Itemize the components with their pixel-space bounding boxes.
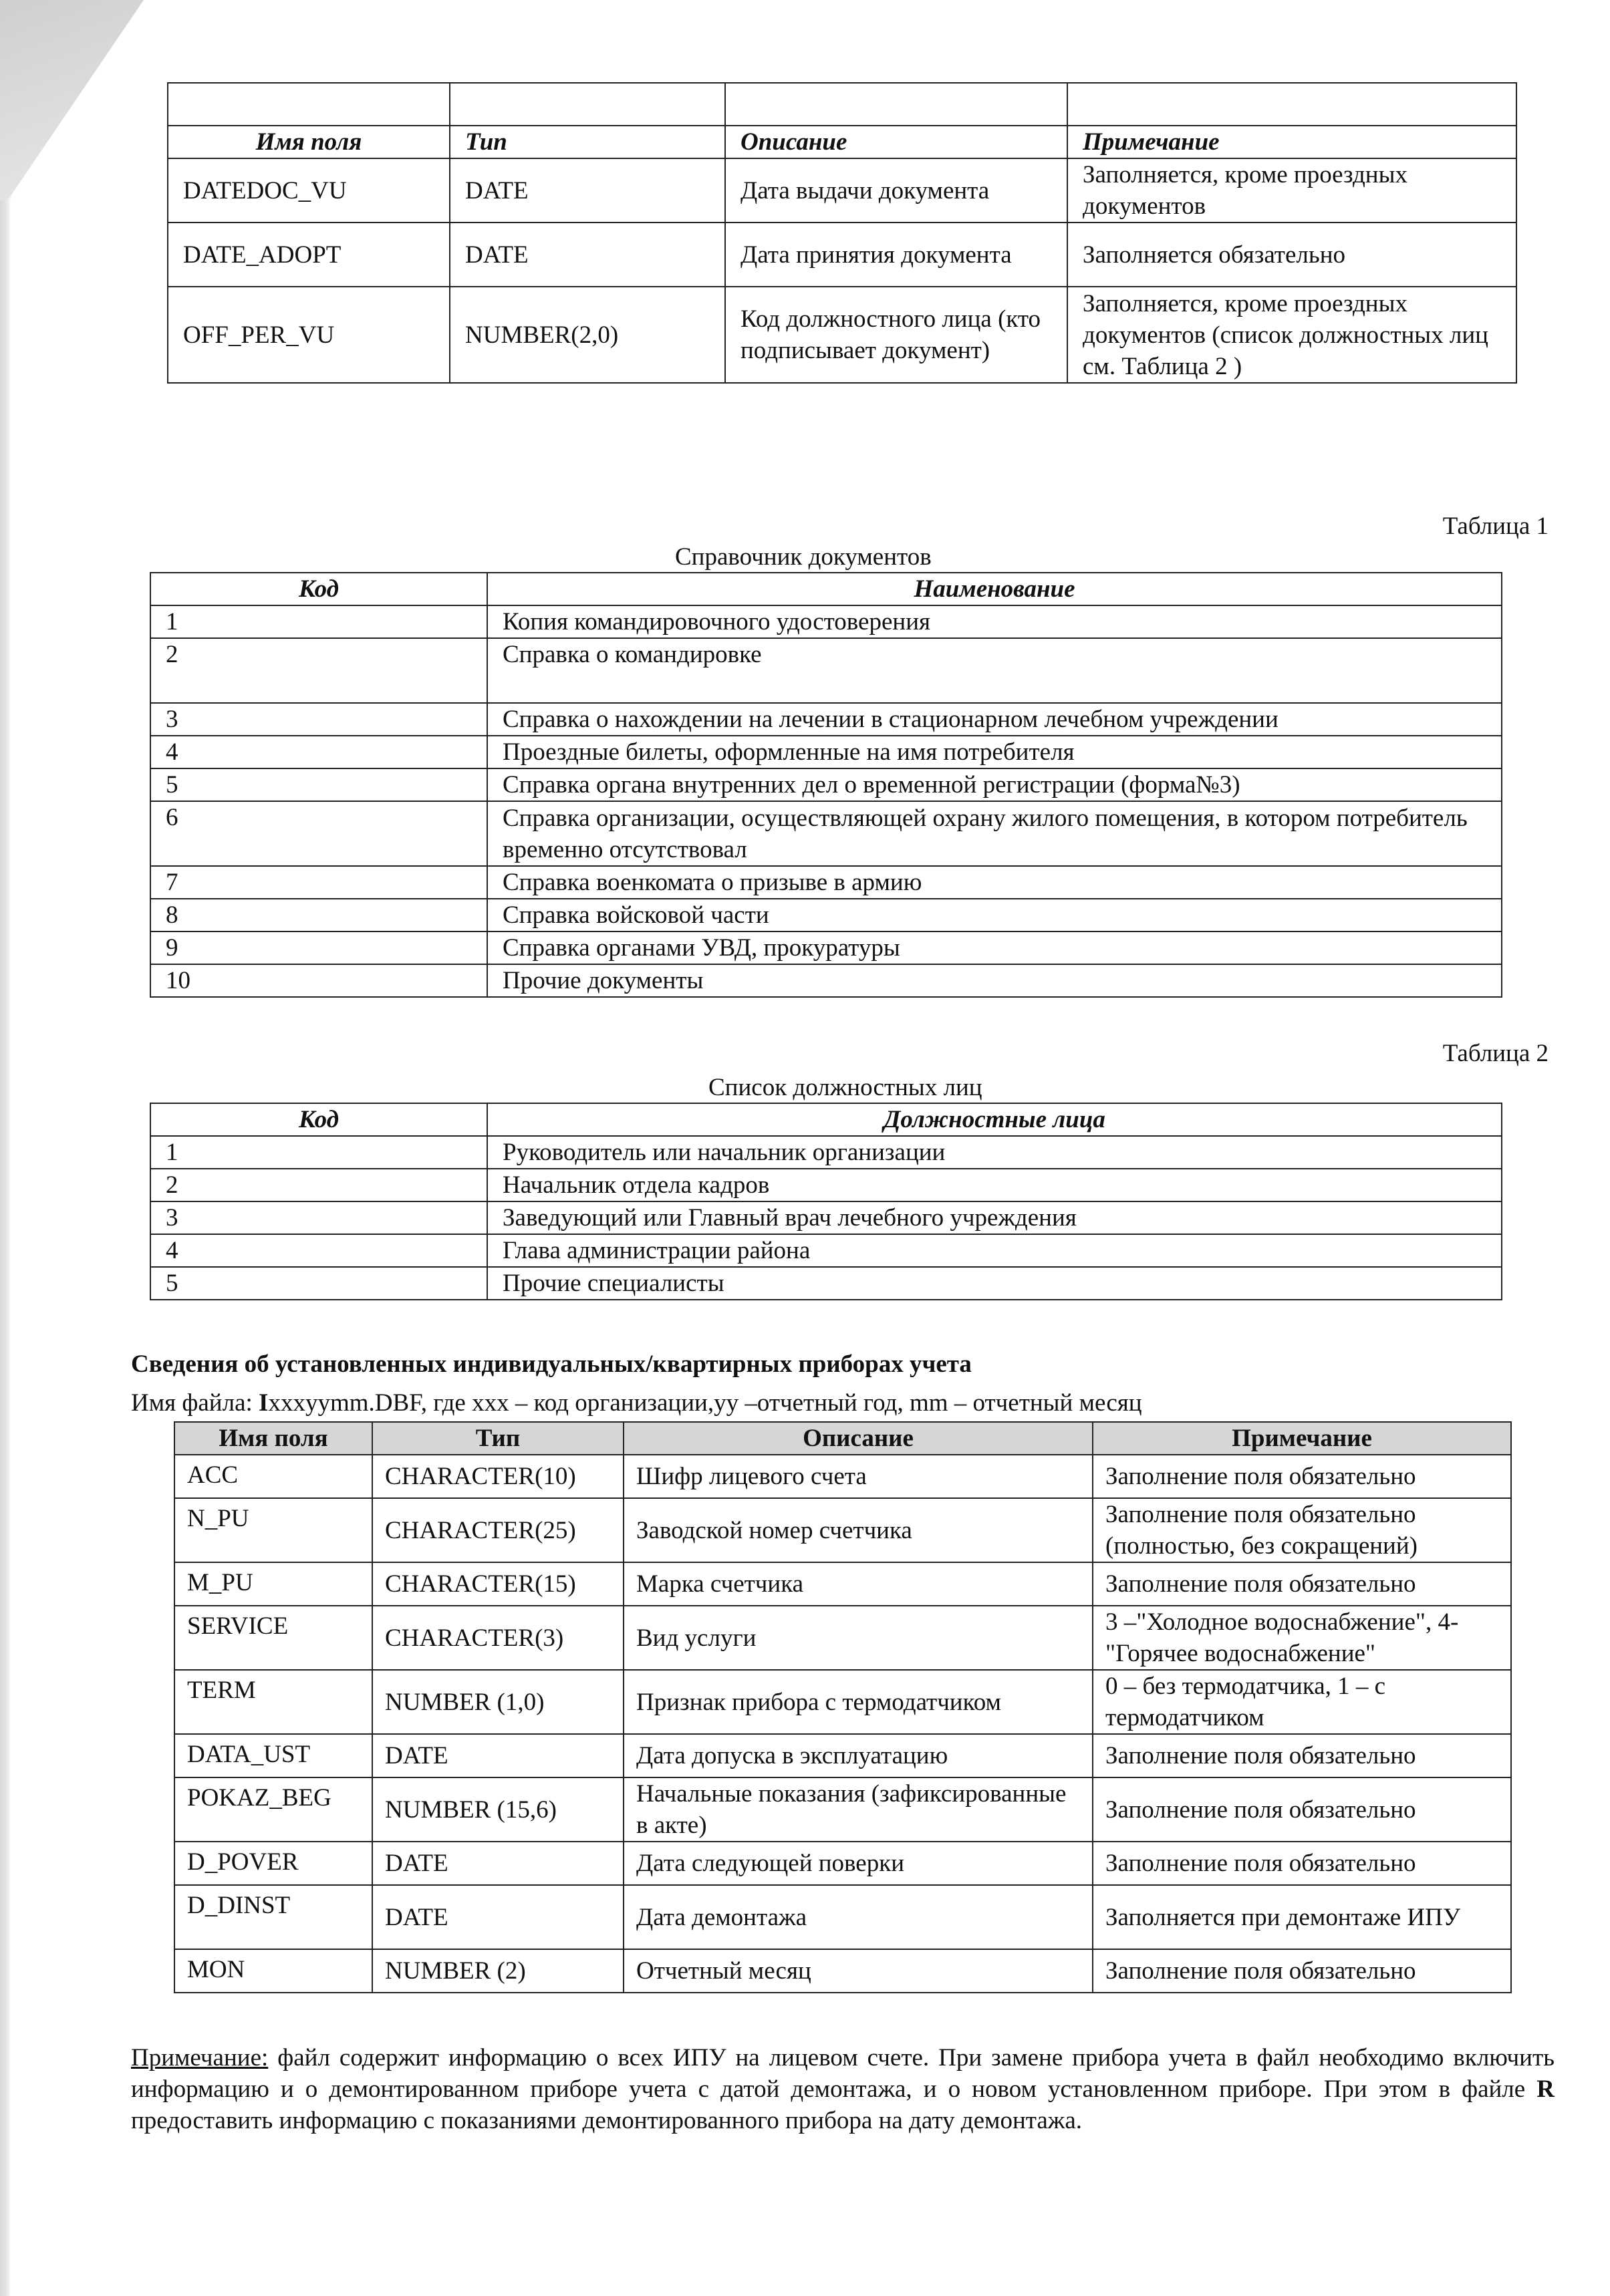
table-row	[150, 899, 1502, 931]
table-row	[174, 1455, 1511, 1498]
field-name: SERVICE	[174, 1606, 372, 1670]
table2-title: Список должностных лиц	[708, 1074, 982, 1101]
field-type: CHARACTER(15)	[372, 1562, 624, 1606]
table-row	[168, 287, 1516, 383]
col-header-type: Тип	[372, 1422, 624, 1455]
field-description: Заводской номер счетчика	[624, 1498, 1093, 1562]
file-name-letter: I	[259, 1389, 269, 1417]
field-name: DATE_ADOPT	[168, 223, 450, 287]
official-name: Руководитель или начальник организации	[487, 1136, 1502, 1169]
footnote-label: Примечание:	[131, 2044, 269, 2071]
field-name: TERM	[174, 1670, 372, 1734]
col-header-field-name: Имя поля	[174, 1422, 372, 1455]
official-code: 1	[150, 1136, 487, 1169]
field-note: Заполнение поля обязательно	[1093, 1777, 1511, 1842]
field-note: Заполняется обязательно	[1067, 223, 1516, 287]
field-description: Код должностного лица (кто подписывает документ)	[725, 287, 1067, 383]
field-type: DATE	[372, 1842, 624, 1885]
field-note: Заполняется, кроме проездных документов (список должностных лиц см. Таблица 2 )	[1067, 287, 1516, 383]
col-header-description: Описание	[624, 1422, 1093, 1455]
table-row	[150, 703, 1502, 736]
table-row	[174, 1885, 1511, 1949]
table-row	[174, 1606, 1511, 1670]
field-description: Дата выдачи документа	[725, 158, 1067, 223]
field-description: Дата следующей поверки	[624, 1842, 1093, 1885]
doc-code: 8	[150, 899, 487, 931]
doc-name: Проездные билеты, оформленные на имя потребителя	[487, 736, 1502, 768]
field-type: CHARACTER(10)	[372, 1455, 624, 1498]
doc-name: Справка о командировке	[487, 638, 1502, 703]
field-note: Заполнение поля обязательно	[1093, 1562, 1511, 1606]
table-row	[174, 1949, 1511, 1993]
official-code: 5	[150, 1267, 487, 1300]
documents-reference-table	[150, 572, 1502, 998]
table-row	[174, 1777, 1511, 1842]
table1-title: Справочник документов	[675, 543, 932, 571]
doc-code: 9	[150, 931, 487, 964]
field-type: DATE	[372, 1885, 624, 1949]
doc-name: Копия командировочного удостоверения	[487, 605, 1502, 638]
field-name: D_POVER	[174, 1842, 372, 1885]
field-type: NUMBER (2)	[372, 1949, 624, 1993]
field-note: 0 – без термодатчика, 1 – с термодатчиком	[1093, 1670, 1511, 1734]
table-header-row	[150, 1103, 1502, 1136]
field-description: Отчетный месяц	[624, 1949, 1093, 1993]
table-row	[168, 223, 1516, 287]
doc-code: 10	[150, 964, 487, 997]
table-row	[150, 866, 1502, 899]
table-row	[168, 158, 1516, 223]
field-description: Шифр лицевого счета	[624, 1455, 1093, 1498]
col-header-name: Наименование	[487, 573, 1502, 605]
file-name-description: xxxyymm.DBF, где xxx – код организации,yy –отчетный год, mm – отчетный месяц	[268, 1389, 1142, 1417]
col-header-description: Описание	[725, 126, 1067, 158]
field-note: Заполнение поля обязательно (полностью, без сокращений)	[1093, 1498, 1511, 1562]
official-name: Заведующий или Главный врач лечебного учреждения	[487, 1201, 1502, 1234]
footnote-file-r: R	[1536, 2075, 1555, 2103]
table-row	[174, 1734, 1511, 1777]
field-note: Заполнение поля обязательно	[1093, 1949, 1511, 1993]
file-name-line	[131, 1389, 1142, 1417]
field-description: Дата допуска в эксплуатацию	[624, 1734, 1093, 1777]
field-type: CHARACTER(25)	[372, 1498, 624, 1562]
doc-code: 7	[150, 866, 487, 899]
table-row	[150, 1136, 1502, 1169]
field-description: Начальные показания (зафиксированные в акте)	[624, 1777, 1093, 1842]
col-header-note: Примечание	[1093, 1422, 1511, 1455]
footnote-text-part1: файл содержит информацию о всех ИПУ на лицевом счете. При замене прибора учета в файл необходимо включить информацию и о демонтированном приборе учета с датой демонтажа, и о новом установленном приборе. При этом в файле	[131, 2044, 1555, 2103]
table-row	[150, 1169, 1502, 1201]
doc-name: Справка органами УВД, прокуратуры	[487, 931, 1502, 964]
table-row	[174, 1498, 1511, 1562]
field-description: Дата демонтажа	[624, 1885, 1093, 1949]
field-note: Заполнение поля обязательно	[1093, 1455, 1511, 1498]
officials-reference-table	[150, 1103, 1502, 1300]
fields-table	[167, 82, 1517, 384]
col-header-field-name: Имя поля	[168, 126, 450, 158]
footnote-text-part2: предоставить информацию с показаниями демонтированного прибора на дату демонтажа.	[131, 2107, 1083, 2134]
official-code: 4	[150, 1234, 487, 1267]
table-row	[150, 768, 1502, 801]
table-header-row	[150, 573, 1502, 605]
field-description: Признак прибора с термодатчиком	[624, 1670, 1093, 1734]
field-type: DATE	[450, 158, 725, 223]
scan-edge-shadow	[0, 0, 154, 2296]
field-name: DATEDOC_VU	[168, 158, 450, 223]
field-description: Вид услуги	[624, 1606, 1093, 1670]
table2-label: Таблица 2	[1442, 1040, 1549, 1067]
field-type: DATE	[450, 223, 725, 287]
field-name: DATA_UST	[174, 1734, 372, 1777]
field-name: OFF_PER_VU	[168, 287, 450, 383]
field-note: Заполнение поля обязательно	[1093, 1842, 1511, 1885]
doc-name: Справка о нахождении на лечении в стационарном лечебном учреждении	[487, 703, 1502, 736]
doc-name: Справка военкомата о призыве в армию	[487, 866, 1502, 899]
table-header-row	[168, 126, 1516, 158]
doc-code: 6	[150, 801, 487, 866]
field-name: ACC	[174, 1455, 372, 1498]
col-header-code: Код	[150, 573, 487, 605]
doc-code: 5	[150, 768, 487, 801]
doc-code: 3	[150, 703, 487, 736]
field-name: MON	[174, 1949, 372, 1993]
doc-name: Справка органа внутренних дел о временной регистрации (форма№3)	[487, 768, 1502, 801]
field-type: NUMBER(2,0)	[450, 287, 725, 383]
table-row	[150, 736, 1502, 768]
col-header-note: Примечание	[1067, 126, 1516, 158]
col-header-code: Код	[150, 1103, 487, 1136]
file-name-prefix: Имя файла:	[131, 1389, 259, 1417]
doc-name: Справка войсковой части	[487, 899, 1502, 931]
doc-code: 2	[150, 638, 487, 703]
doc-name: Прочие документы	[487, 964, 1502, 997]
field-note: Заполнение поля обязательно	[1093, 1734, 1511, 1777]
field-name: POKAZ_BEG	[174, 1777, 372, 1842]
field-type: CHARACTER(3)	[372, 1606, 624, 1670]
table-row	[150, 1201, 1502, 1234]
doc-code: 1	[150, 605, 487, 638]
table-row	[150, 1267, 1502, 1300]
field-name: D_DINST	[174, 1885, 372, 1949]
table-row	[150, 1234, 1502, 1267]
col-header-type: Тип	[450, 126, 725, 158]
table-row	[150, 605, 1502, 638]
table-row	[150, 801, 1502, 866]
official-code: 2	[150, 1169, 487, 1201]
col-header-officials: Должностные лица	[487, 1103, 1502, 1136]
table-row	[174, 1842, 1511, 1885]
field-name: N_PU	[174, 1498, 372, 1562]
empty-row	[168, 83, 1516, 126]
table-row	[150, 931, 1502, 964]
official-name: Прочие специалисты	[487, 1267, 1502, 1300]
doc-code: 4	[150, 736, 487, 768]
field-description: Марка счетчика	[624, 1562, 1093, 1606]
section-title: Сведения об установленных индивидуальных/квартирных приборах учета	[131, 1350, 972, 1378]
table-header-row	[174, 1422, 1511, 1455]
footnote	[131, 2042, 1555, 2136]
doc-name: Справка организации, осуществляющей охрану жилого помещения, в котором потребитель временно отсутствовал	[487, 801, 1502, 866]
table1-label: Таблица 1	[1442, 513, 1549, 540]
field-note: 3 –"Холодное водоснабжение", 4- "Горячее водоснабжение"	[1093, 1606, 1511, 1670]
official-code: 3	[150, 1201, 487, 1234]
field-type: NUMBER (1,0)	[372, 1670, 624, 1734]
table-row	[174, 1670, 1511, 1734]
field-type: DATE	[372, 1734, 624, 1777]
field-description: Дата принятия документа	[725, 223, 1067, 287]
table-row	[150, 964, 1502, 997]
table-row	[150, 638, 1502, 703]
field-note: Заполняется при демонтаже ИПУ	[1093, 1885, 1511, 1949]
official-name: Глава администрации района	[487, 1234, 1502, 1267]
field-name: M_PU	[174, 1562, 372, 1606]
table-row	[174, 1562, 1511, 1606]
meters-table	[174, 1421, 1512, 1993]
official-name: Начальник отдела кадров	[487, 1169, 1502, 1201]
field-type: NUMBER (15,6)	[372, 1777, 624, 1842]
field-note: Заполняется, кроме проездных документов	[1067, 158, 1516, 223]
